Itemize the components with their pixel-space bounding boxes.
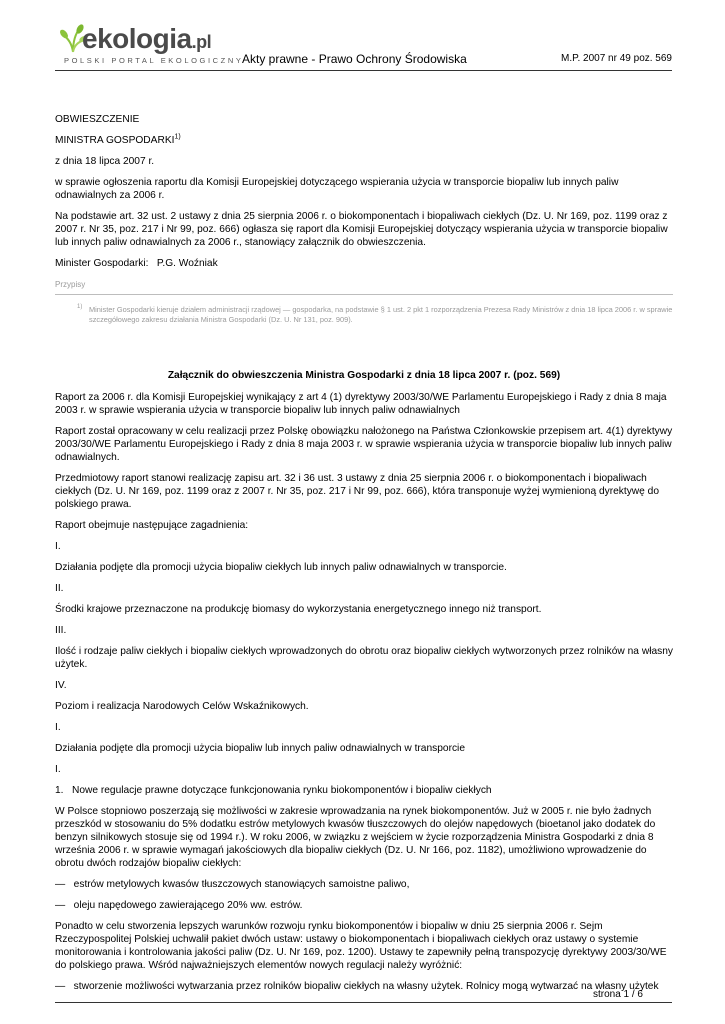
dash-item: — oleju napędowego zawierającego 20% ww. estrów.	[55, 900, 303, 911]
roman-numeral: II.	[55, 583, 64, 594]
page-header	[0, 0, 725, 80]
logo-wordmark	[82, 24, 211, 57]
annex-paragraph: Działania podjęte dla promocji użycia biopaliw ciekłych lub innych paliw odnawialnych w transporcie.	[55, 562, 507, 573]
annex-paragraph: Środki krajowe przeznaczone na produkcję biomasy do wykorzystania energetycznego innego niż transport.	[55, 604, 542, 615]
doc-signature: Minister Gospodarki: P.G. Woźniak	[55, 258, 218, 269]
annex-paragraph: Poziom i realizacja Narodowych Celów Wskaźnikowych.	[55, 701, 309, 712]
roman-numeral: I.	[55, 541, 61, 552]
footer-divider	[55, 1002, 672, 1003]
annex-paragraph: Raport został opracowany w celu realizacji przez Polskę obowiązku nałożonego na Państwa Członkowskie przepisem art. 4(1) dyrektywy 2003/30/WE Parlamentu Europejskiego i Rady z dnia 8 maja 2003 r. w sprawie wspierania użycia w transporcie biopaliw lub innych paliw odnawialnych.	[55, 426, 673, 463]
numbered-heading: 1. Nowe regulacje prawne dotyczące funkcjonowania rynku biokomponentów i biopaliw ciekłych	[55, 785, 492, 796]
page-number: strona 1 / 6	[592, 989, 643, 1000]
footnote	[55, 305, 673, 325]
dash-item: — estrów metylowych kwasów tłuszczowych stanowiących samoistne paliwo,	[55, 879, 410, 890]
document-body	[55, 113, 673, 1001]
footnote-mark: 1)	[77, 304, 83, 310]
roman-numeral: III.	[55, 625, 67, 636]
logo-tagline: POLSKI PORTAL EKOLOGICZNY	[64, 56, 244, 65]
annex-paragraph: Ilość i rodzaje paliw ciekłych i biopaliw ciekłych wprowadzonych do obrotu oraz biopaliw ciekłych wytworzonych przez rolników na własny użytek.	[55, 646, 673, 670]
header-title: Akty prawne - Prawo Ochrony Środowiska	[242, 52, 467, 66]
annex-paragraph: W Polsce stopniowo poszerzają się możliwości w zakresie wprowadzania na rynek biokomponentów. Już w 2005 r. nie było żadnych przeszkód w stosowaniu do 5% dodatku estrów metylowych kwasów tłuszczowych do olejów napędowych (bioetanol jako dodatek do benzyn silnikowych stosuje się od 1994 r.). W roku 2006, w związku z wejściem w życie rozporządzenia Ministra Gospodarki z dnia 8 września 2006 r. w sprawie wymagań jakościowych dla biopaliw ciekłych (Dz. U. Nr 166, poz. 1182), umożliwiono wprowadzenie do obrotu dwóch rodzajów biopaliw ciekłych:	[55, 806, 656, 869]
roman-numeral: I.	[55, 764, 61, 775]
footnotes-label: Przypisy	[55, 280, 86, 289]
doc-heading-issuer	[55, 134, 673, 147]
footnotes-divider	[55, 294, 673, 295]
footnote-ref[interactable]: 1)	[174, 133, 181, 141]
roman-numeral: I.	[55, 722, 61, 733]
annex-paragraph: Przedmiotowy raport stanowi realizację zapisu art. 32 i 36 ust. 3 ustawy z dnia 25 sierpnia 2006 r. o biokomponentach i biopaliwach ciekłych (Dz. U. Nr 169, poz. 1199 oraz z 2007 r. Nr 35, poz. 217 i Nr 99, poz. 666), która transponuje wyżej wymienioną dyrektywę do polskiego prawa.	[55, 473, 659, 510]
annex-title: Załącznik do obwieszczenia Ministra Gospodarki z dnia 18 lipca 2007 r. (poz. 569)	[167, 370, 561, 381]
site-logo[interactable]	[60, 23, 244, 68]
doc-subject: w sprawie ogłoszenia raportu dla Komisji Europejskiej dotyczącego wspierania użycia w transporcie biopaliw lub innych paliw odnawialnych za 2006 r.	[55, 177, 619, 201]
issuer-text: MINISTRA GOSPODARKI	[55, 135, 175, 146]
doc-legal-basis: Na podstawie art. 32 ust. 2 ustawy z dnia 25 sierpnia 2006 r. o biokomponentach i biopaliwach ciekłych (Dz. U. Nr 169, poz. 1199 oraz z 2007 r. Nr 35, poz. 217 i Nr 99, poz. 666) ogłasza się raport dla Komisji Europejskiej dotyczący wspierania użycia w transporcie biopaliw lub innych paliw odnawialnych za 2006 r., stanowiący załącznik do obwieszczenia.	[55, 211, 668, 248]
footnote-text: Minister Gospodarki kieruje działem administracji rządowej — gospodarka, na podstawie § 1 ust. 2 pkt 1 rozporządzenia Prezesa Rady Ministrów z dnia 18 lipca 2006 r. w sprawie szczegółowego zakresu działania Ministra Gospodarki (Dz. U. Nr 131, poz. 909).	[89, 305, 673, 324]
annex-paragraph: Działania podjęte dla promocji użycia biopaliw lub innych paliw odnawialnych w transporcie	[55, 743, 465, 754]
annex-paragraph: Raport za 2006 r. dla Komisji Europejskiej wynikający z art 4 (1) dyrektywy 2003/30/WE Parlamentu Europejskiego i Rady z dnia 8 maja 2003 r. w sprawie wspierania użycia w transporcie biopaliw lub innych paliw odnawialnych	[55, 392, 667, 416]
annex-paragraph: Ponadto w celu stworzenia lepszych warunków rozwoju rynku biokomponentów i biopaliw w dniu 25 sierpnia 2006 r. Sejm Rzeczypospolitej Polskiej uchwalił pakiet dwóch ustaw: ustawy o biokomponentach i biopaliwach ciekłych oraz ustawy o systemie monitorowania i kontrolowania jakości paliw (Dz. U. Nr 169, poz. 1200). Ustawy te zapewniły pełną transpozycję dyrektywy 2003/30/WE do polskiego prawa. Wśród najważniejszych elementów nowych regulacji należy wyróżnić:	[55, 921, 667, 971]
header-divider	[55, 70, 672, 71]
doc-date: z dnia 18 lipca 2007 r.	[55, 156, 155, 167]
doc-heading-type: OBWIESZCZENIE	[55, 114, 140, 125]
roman-numeral: IV.	[55, 680, 67, 691]
annex-paragraph: Raport obejmuje następujące zagadnienia:	[55, 520, 249, 531]
logo-main: ekologia	[82, 23, 192, 54]
logo-suffix: .pl	[191, 32, 212, 52]
document-reference: M.P. 2007 nr 49 poz. 569	[560, 53, 672, 64]
dash-item: — stworzenie możliwości wytwarzania przez rolników biopaliw ciekłych na własny użytek. Rolnicy mogą wytwarzać na własny użytek	[55, 981, 659, 992]
